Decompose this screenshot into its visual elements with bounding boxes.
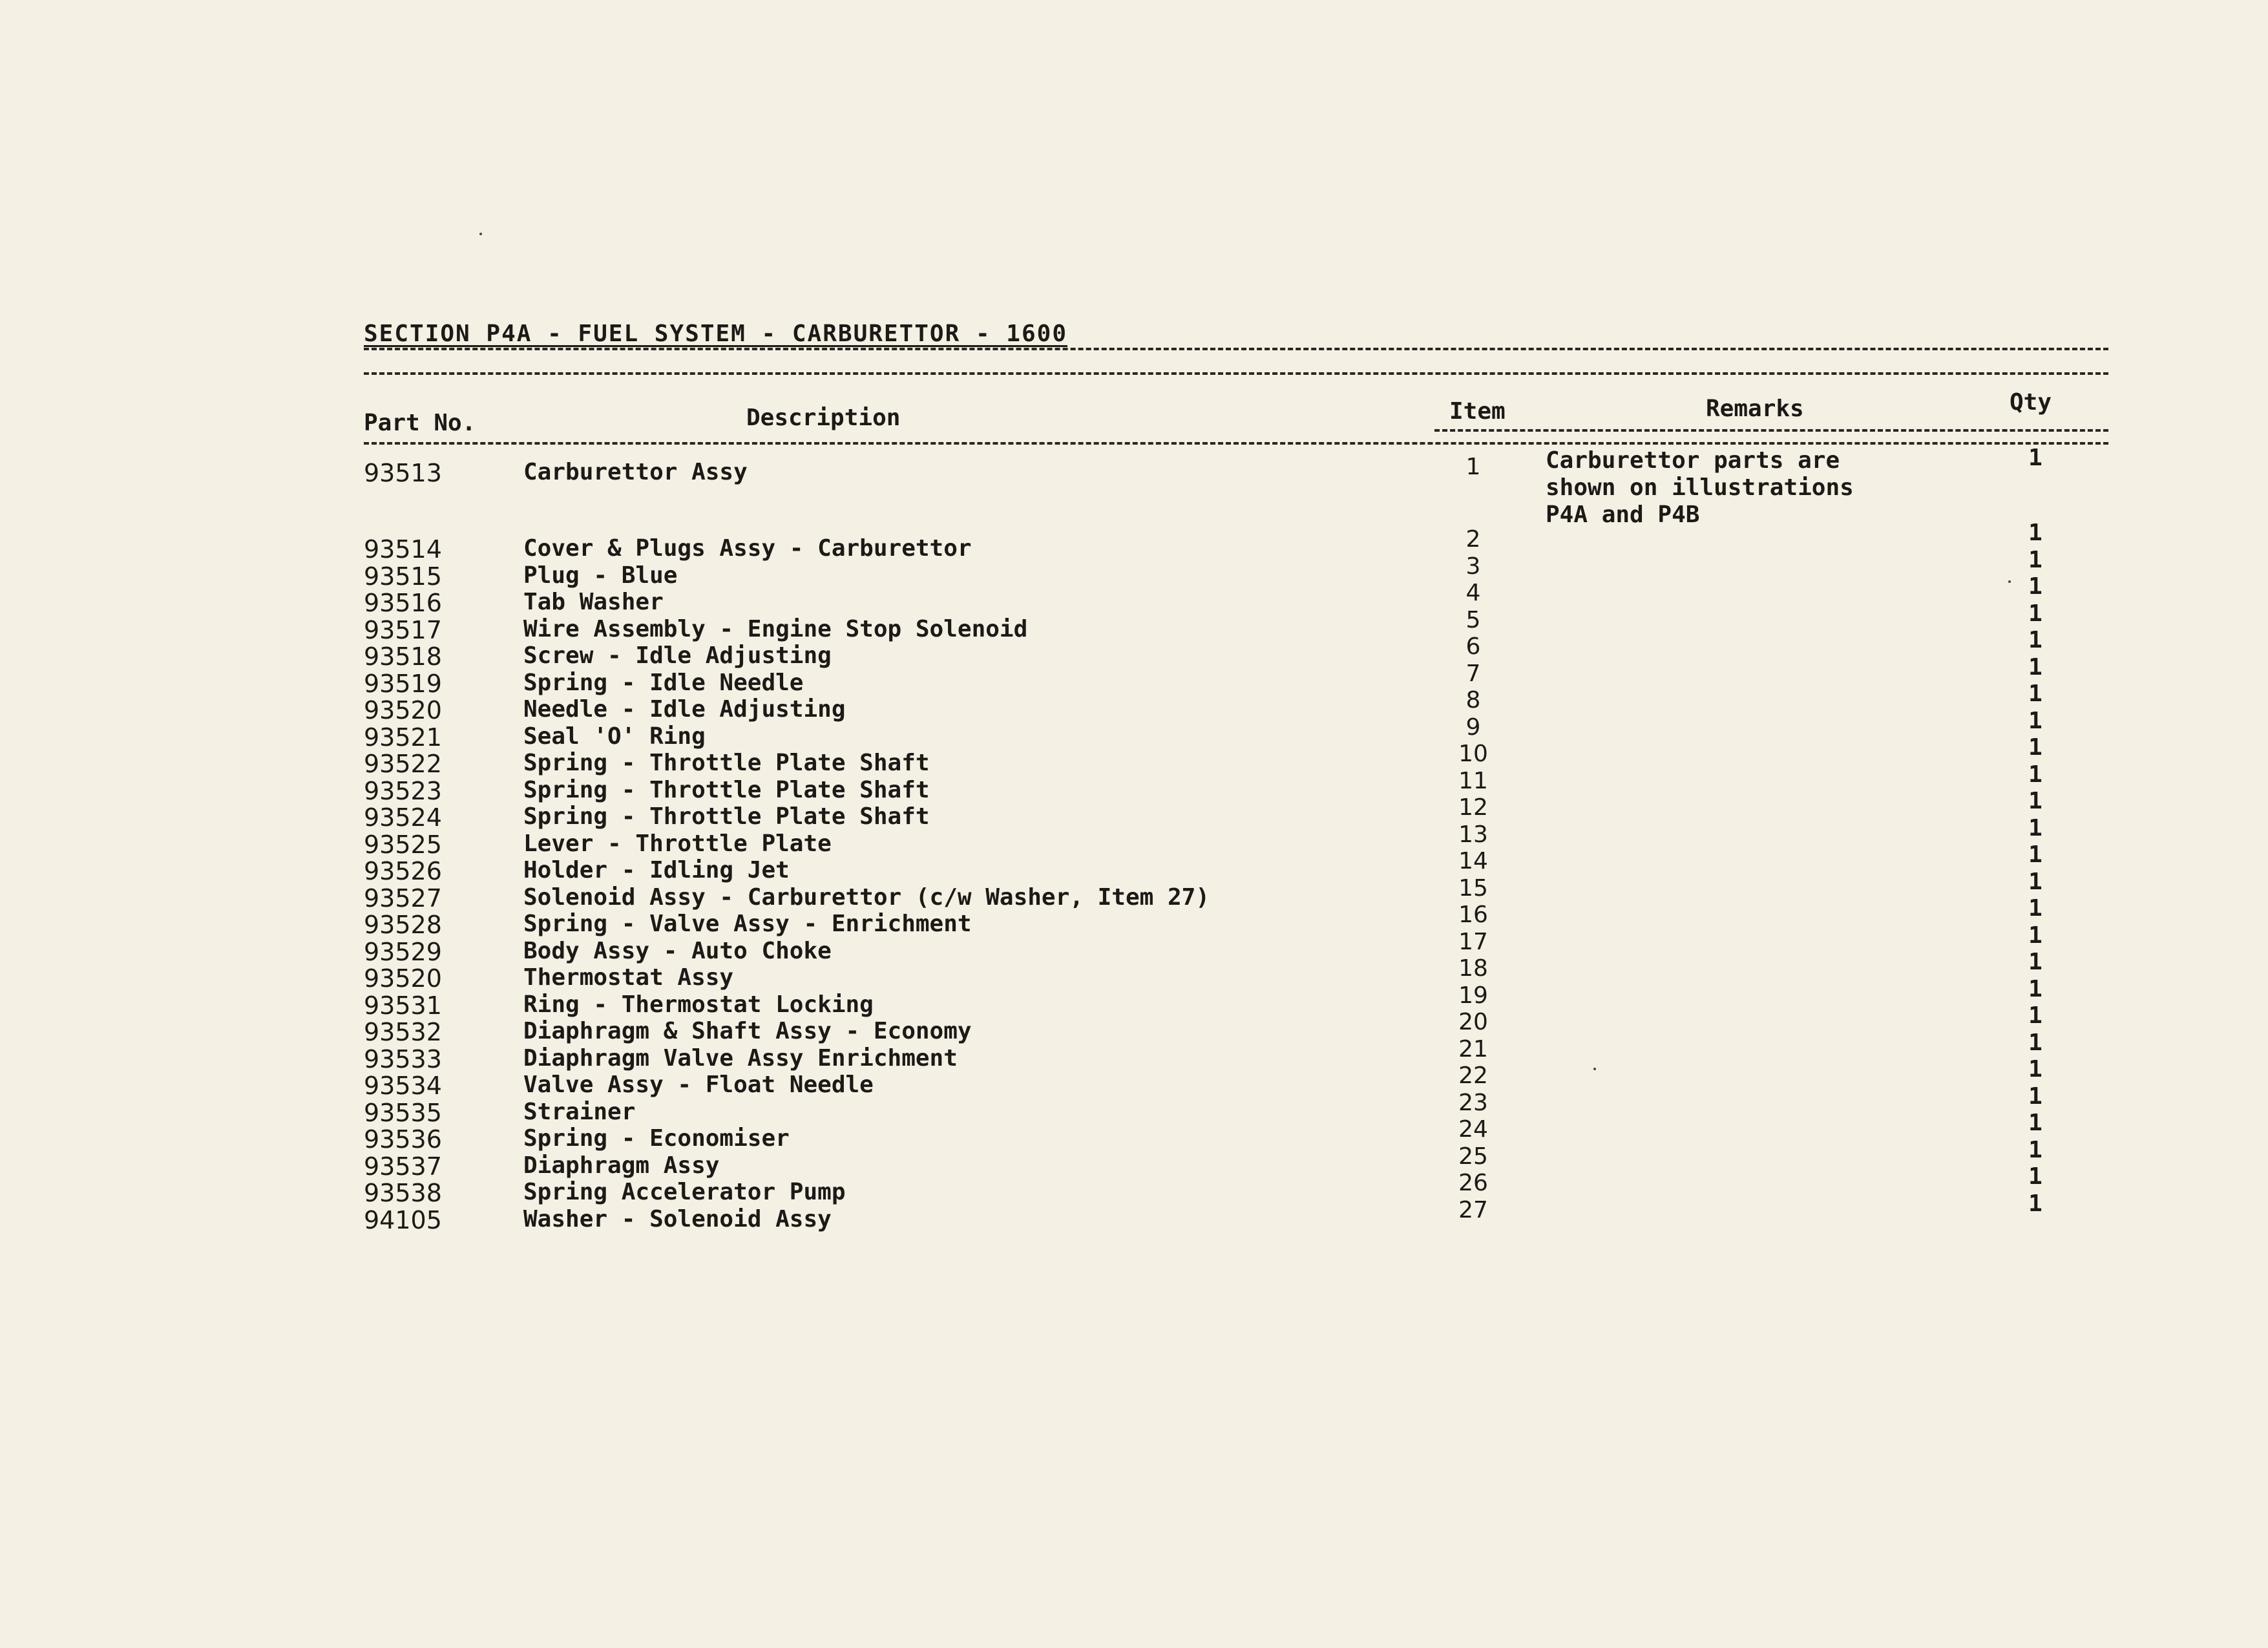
- quantity: 1: [2028, 546, 2042, 573]
- item-number: 21: [1458, 1035, 1488, 1062]
- item-number: 18: [1458, 955, 1488, 982]
- paper-speck: [1593, 1068, 1596, 1070]
- item-number: 3: [1465, 553, 1481, 580]
- quantity: 1: [2028, 681, 2042, 707]
- quantity: 1: [2028, 600, 2042, 627]
- description: Strainer: [523, 1098, 636, 1125]
- description: Spring - Idle Needle: [523, 669, 804, 696]
- part-number: 93532: [364, 1018, 442, 1046]
- header-rule-right: [1434, 429, 2108, 432]
- description: Spring - Throttle Plate Shaft: [523, 803, 930, 830]
- part-number: 93529: [364, 937, 442, 966]
- quantity: 1: [2028, 653, 2042, 681]
- item-number: 16: [1458, 902, 1488, 928]
- header-qty: Qty: [2010, 389, 2052, 416]
- quantity: 1: [2028, 1110, 2042, 1136]
- quantity: 1: [2028, 922, 2042, 949]
- quantity: 1: [2028, 734, 2042, 761]
- part-number: 93538: [364, 1179, 442, 1207]
- quantity: 1: [2028, 949, 2042, 975]
- quantity: 1: [2028, 573, 2042, 600]
- description: Spring - Economiser: [523, 1125, 790, 1152]
- item-number: 19: [1458, 982, 1488, 1009]
- part-number: 93522: [364, 750, 442, 778]
- item-number: 9: [1465, 713, 1481, 741]
- part-number: 93520: [364, 964, 442, 993]
- item-number: 26: [1458, 1170, 1488, 1196]
- description: Spring Accelerator Pump: [523, 1179, 846, 1205]
- item-number: 25: [1458, 1143, 1488, 1170]
- quantity: 1: [2028, 1002, 2042, 1029]
- description: Diaphragm & Shaft Assy - Economy: [523, 1018, 972, 1044]
- description: Plug - Blue: [523, 562, 678, 589]
- item-number: 17: [1458, 928, 1488, 955]
- item-number: 2: [1465, 526, 1481, 553]
- paper-speck: [479, 233, 482, 235]
- description: Needle - Idle Adjusting: [523, 696, 846, 723]
- description: Ring - Thermostat Locking: [523, 991, 874, 1018]
- quantity: 1: [2028, 1029, 2042, 1056]
- paper-speck: [2008, 580, 2011, 583]
- quantity: 1: [2028, 814, 2042, 841]
- item-number: 11: [1458, 767, 1488, 794]
- description: Washer - Solenoid Assy: [523, 1205, 832, 1232]
- description: Tab Washer: [523, 589, 664, 615]
- part-number: 93517: [364, 615, 442, 644]
- part-number: 93513: [364, 459, 442, 487]
- header-rule: [364, 442, 2108, 445]
- part-number: 93514: [364, 535, 442, 564]
- quantity: 1: [2028, 895, 2042, 922]
- description: Screw - Idle Adjusting: [523, 642, 832, 669]
- part-number: 93518: [364, 642, 442, 671]
- header-description: Description: [746, 405, 901, 431]
- quantity: 1: [2028, 868, 2042, 895]
- item-number: 12: [1458, 794, 1488, 821]
- quantity: 1: [2028, 627, 2042, 653]
- part-number: 93537: [364, 1152, 442, 1181]
- description: Holder - Idling Jet: [523, 857, 790, 883]
- item-number: 14: [1458, 848, 1488, 874]
- description: Spring - Throttle Plate Shaft: [523, 750, 930, 776]
- part-number: 93525: [364, 830, 442, 859]
- item-number: 27: [1458, 1196, 1488, 1223]
- part-number: 93516: [364, 589, 442, 617]
- quantity: 1: [2028, 975, 2042, 1002]
- description: Valve Assy - Float Needle: [523, 1072, 874, 1098]
- remarks-line: P4A and P4B: [1546, 502, 1700, 528]
- quantity: 1: [2028, 1056, 2042, 1083]
- item-number: 8: [1465, 687, 1481, 713]
- item-number: 13: [1458, 821, 1488, 848]
- item-number: 4: [1465, 580, 1481, 606]
- header-remarks: Remarks: [1706, 396, 1804, 422]
- item-number: 10: [1458, 741, 1488, 767]
- description: Wire Assembly - Engine Stop Solenoid: [523, 615, 1028, 642]
- part-number: 93533: [364, 1044, 442, 1073]
- item-number: 20: [1458, 1009, 1488, 1035]
- part-number: 93524: [364, 803, 442, 832]
- table-row: [0, 520, 2268, 564]
- quantity: 1: [2028, 761, 2042, 788]
- description: Lever - Throttle Plate: [523, 830, 832, 857]
- item-number: 15: [1458, 874, 1488, 902]
- part-number: 93526: [364, 857, 442, 885]
- table-row: [0, 445, 2268, 487]
- part-number: 93534: [364, 1072, 442, 1100]
- header-part-no: Part No.: [364, 410, 476, 436]
- description: Seal 'O' Ring: [523, 723, 706, 750]
- part-number: 93520: [364, 696, 442, 724]
- item-number: 23: [1458, 1089, 1488, 1116]
- description: Spring - Valve Assy - Enrichment: [523, 911, 972, 937]
- item-number: 1: [1465, 454, 1481, 480]
- remarks-line: Carburettor parts are: [1546, 447, 1840, 474]
- description: Thermostat Assy: [523, 964, 734, 991]
- part-number: 94105: [364, 1205, 442, 1234]
- quantity: 1: [2028, 1136, 2042, 1163]
- part-number: 93535: [364, 1098, 442, 1127]
- header-item: Item: [1449, 398, 1506, 425]
- quantity: 1: [2028, 445, 2042, 471]
- part-number: 93515: [364, 562, 442, 591]
- description: Solenoid Assy - Carburettor (c/w Washer, Item 27): [523, 883, 1210, 911]
- quantity: 1: [2028, 707, 2042, 734]
- item-number: 22: [1458, 1062, 1488, 1089]
- part-number: 93521: [364, 723, 442, 752]
- quantity: 1: [2028, 520, 2042, 546]
- quantity: 1: [2028, 1190, 2042, 1217]
- part-number: 93527: [364, 883, 442, 913]
- description: Spring - Throttle Plate Shaft: [523, 776, 930, 803]
- quantity: 1: [2028, 1163, 2042, 1190]
- description: Diaphragm Assy: [523, 1152, 720, 1179]
- section-title: SECTION P4A - FUEL SYSTEM - CARBURETTOR - 1600: [364, 321, 1067, 347]
- title-rule-2: [364, 372, 2108, 375]
- part-number: 93528: [364, 911, 442, 939]
- remarks-line: shown on illustrations: [1546, 474, 1854, 501]
- part-number: 93531: [364, 991, 442, 1020]
- quantity: 1: [2028, 841, 2042, 868]
- description: Diaphragm Valve Assy Enrichment: [523, 1044, 958, 1072]
- item-number: 7: [1465, 660, 1481, 687]
- item-number: 6: [1465, 633, 1481, 660]
- part-number: 93523: [364, 776, 442, 805]
- title-rule: [364, 348, 2108, 350]
- quantity: 1: [2028, 1083, 2042, 1110]
- part-number: 93519: [364, 669, 442, 698]
- description: Carburettor Assy: [523, 459, 748, 485]
- part-number: 93536: [364, 1125, 442, 1154]
- description: Cover & Plugs Assy - Carburettor: [523, 535, 972, 562]
- quantity: 1: [2028, 788, 2042, 814]
- item-number: 5: [1465, 606, 1481, 633]
- description: Body Assy - Auto Choke: [523, 937, 832, 964]
- item-number: 24: [1458, 1116, 1488, 1143]
